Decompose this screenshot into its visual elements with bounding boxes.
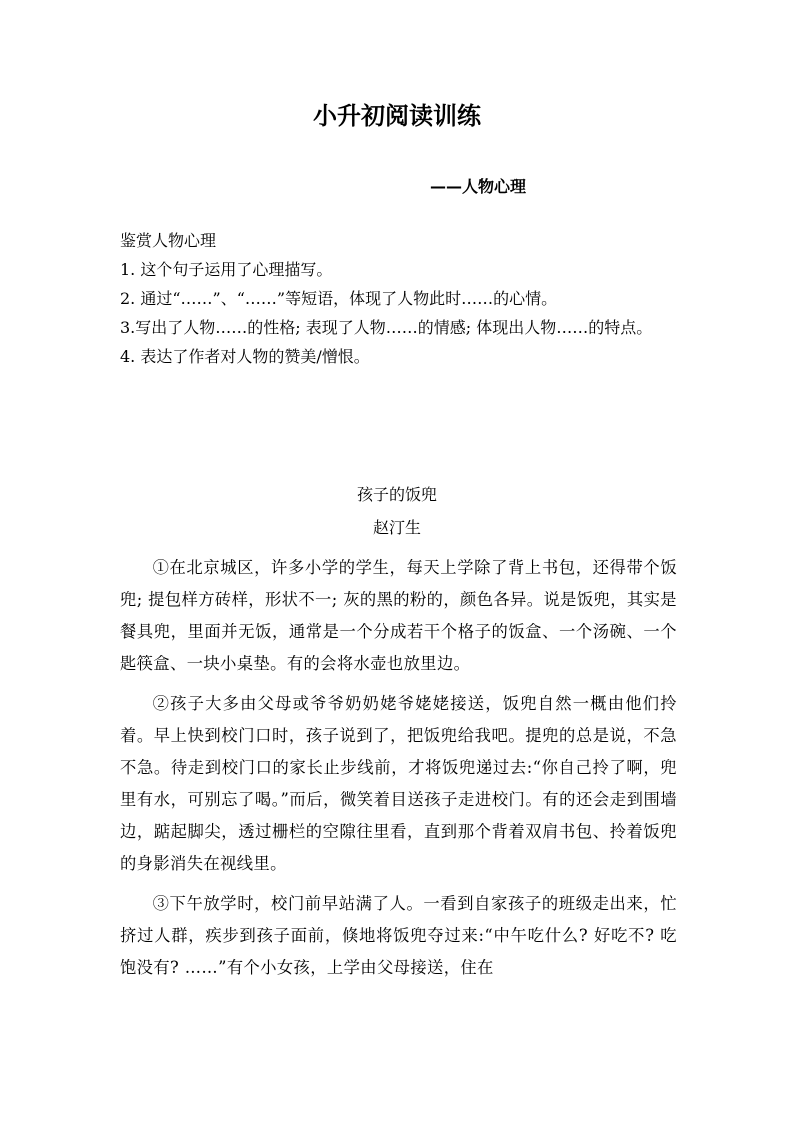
tips-item: 4. 表达了作者对人物的赞美/憎恨。 xyxy=(120,347,370,366)
story-paragraph: ①在北京城区，许多小学的学生，每天上学除了背上书包，还得带个饭兜; 提包样方砖样，形状不一; 灰的黑的粉的，颜色各异。说是饭兜，其实是餐具兜，里面并无饭，通常是一个分成若干个格子的饭盒、一个汤碗、一个匙筷盒、一块小桌垫。有的会将水壶也放里边。 xyxy=(120,558,677,673)
story-paragraph: ③下午放学时，校门前早站满了人。一看到自家孩子的班级走出来，忙挤过人群，疾步到孩子面前，倏地将饭兜夺过来:“中午吃什么? 好吃不? 吃饱没有? ……”有个小女孩，上学由父母接送，住在 xyxy=(120,894,677,977)
tips-item: 3.写出了人物……的性格; 表现了人物……的情感; 体现出人物……的特点。 xyxy=(120,318,653,337)
page-subtitle: ——人物心理 xyxy=(430,177,527,196)
story-body xyxy=(120,552,677,992)
story-author: 赵汀生 xyxy=(372,518,421,537)
page-title: 小升初阅读训练 xyxy=(313,102,481,130)
tips-heading: 鉴赏人物心理 xyxy=(120,231,217,250)
tips-item: 2. 通过“……”、“……”等短语，体现了人物此时……的心情。 xyxy=(120,289,558,308)
tips-section xyxy=(120,226,680,371)
story-title: 孩子的饭兜 xyxy=(356,485,437,504)
tips-item: 1. 这个句子运用了心理描写。 xyxy=(120,260,333,279)
story-paragraph: ②孩子大多由父母或爷爷奶奶姥爷姥姥接送，饭兜自然一概由他们拎着。早上快到校门口时，孩子说到了，把饭兜给我吧。提兜的总是说，不急不急。待走到校门口的家长止步线前，才将饭兜递过去:“你自己拎了啊，兜里有水，可别忘了喝。”而后，微笑着目送孩子走进校门。有的还会走到围墙边，踮起脚尖，透过栅栏的空隙往里看，直到那个背着双肩书包、拎着饭兜的身影消失在视线里。 xyxy=(120,694,677,873)
